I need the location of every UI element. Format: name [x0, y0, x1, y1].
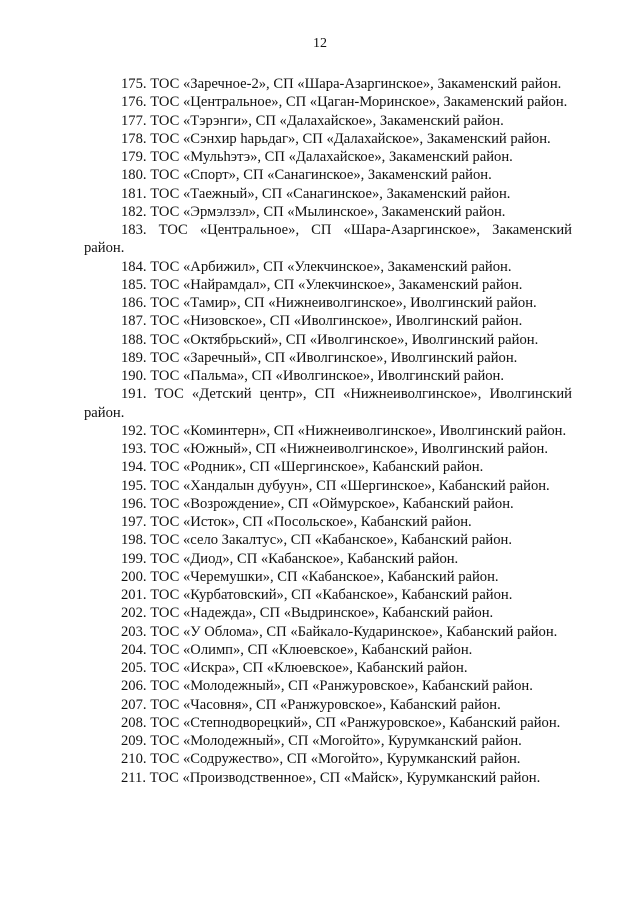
list-item: 192. ТОС «Коминтерн», СП «Нижнеиволгинское», Иволгинский район.: [121, 422, 567, 439]
list-item: 193. ТОС «Южный», СП «Нижнеиволгинское», Иволгинский район.: [121, 441, 548, 457]
list-item: 185. ТОС «Найрамдал», СП «Улекчинское», Закаменский район.: [121, 276, 523, 293]
list-item: 198. ТОС «село Закалтус», СП «Кабанское», Кабанский район.: [121, 532, 512, 549]
list-item: 205. ТОС «Искра», СП «Клюевское», Кабанский район.: [121, 660, 468, 676]
list-item: 196. ТОС «Возрождение», СП «Оймурское», Кабанский район.: [121, 495, 514, 512]
list-item: 184. ТОС «Арбижил», СП «Улекчинское», Закаменский район.: [121, 258, 512, 275]
list-item: 175. ТОС «Заречное-2», СП «Шара-Азаргинское», Закаменский район.: [121, 76, 562, 92]
list-item: 207. ТОС «Часовня», СП «Ранжуровское», Кабанский район.: [121, 696, 501, 713]
list-item: 188. ТОС «Октябрьский», СП «Иволгинское», Иволгинский район.: [121, 331, 539, 348]
list-item: 204. ТОС «Олимп», СП «Клюевское», Кабанский район.: [121, 641, 473, 658]
list-item: 187. ТОС «Низовское», СП «Иволгинское», Иволгинский район.: [121, 313, 523, 330]
list-item: 191. ТОС «Детский центр», СП «Нижнеиволгинское», Иволгинский район.: [84, 386, 572, 421]
list-item: 178. ТОС «Сэнхир hарьдаг», СП «Далахайское», Закаменский район.: [121, 130, 551, 147]
list-item: 182. ТОС «Эрмэлзэл», СП «Мылинское», Закаменский район.: [121, 203, 506, 220]
list-item: 197. ТОС «Исток», СП «Посольское», Кабанский район.: [121, 514, 472, 530]
list-item: 201. ТОС «Курбатовский», СП «Кабанское», Кабанский район.: [121, 587, 513, 603]
list-item: 199. ТОС «Диод», СП «Кабанское», Кабанский район.: [121, 550, 459, 567]
list-item: 209. ТОС «Молодежный», СП «Могойто», Курумканский район.: [121, 733, 522, 749]
list-item: 181. ТОС «Таежный», СП «Санагинское», Закаменский район.: [121, 185, 511, 202]
list-item: 190. ТОС «Пальма», СП «Иволгинское», Иволгинский район.: [121, 368, 505, 384]
list-item: 210. ТОС «Содружество», СП «Могойто», Курумканский район.: [121, 751, 521, 768]
list-item: 200. ТОС «Черемушки», СП «Кабанское», Кабанский район.: [121, 568, 499, 585]
list-item: 203. ТОС «У Облома», СП «Байкало-Кударинское», Кабанский район.: [121, 623, 558, 640]
list-item: 179. ТОС «Мульhэтэ», СП «Далахайское», Закаменский район.: [121, 149, 513, 165]
tos-list: [84, 75, 572, 787]
list-item: 176. ТОС «Центральное», СП «Цаган-Моринское», Закаменский район.: [121, 94, 568, 111]
page-number: 12: [313, 36, 327, 51]
list-item: 208. ТОС «Степнодворецкий», СП «Ранжуровское», Кабанский район.: [121, 714, 561, 731]
list-item: 180. ТОС «Спорт», СП «Санагинское», Закаменский район.: [121, 167, 492, 184]
list-item: 177. ТОС «Тэрэнги», СП «Далахайское», Закаменский район.: [121, 112, 504, 129]
list-item: 206. ТОС «Молодежный», СП «Ранжуровское», Кабанский район.: [121, 678, 533, 695]
list-item: 211. ТОС «Производственное», СП «Майск», Курумканский район.: [121, 769, 541, 786]
list-item: 186. ТОС «Тамир», СП «Нижнеиволгинское», Иволгинский район.: [121, 295, 537, 311]
list-item: 194. ТОС «Родник», СП «Шергинское», Кабанский район.: [121, 459, 484, 476]
list-item: 183. ТОС «Центральное», СП «Шара-Азаргинское», Закаменский район.: [84, 222, 572, 257]
list-item: 195. ТОС «Хандалын дубуун», СП «Шергинское», Кабанский район.: [121, 477, 550, 494]
list-item: 189. ТОС «Заречный», СП «Иволгинское», Иволгинский район.: [121, 349, 518, 366]
list-item: 202. ТОС «Надежда», СП «Выдринское», Кабанский район.: [121, 605, 494, 622]
